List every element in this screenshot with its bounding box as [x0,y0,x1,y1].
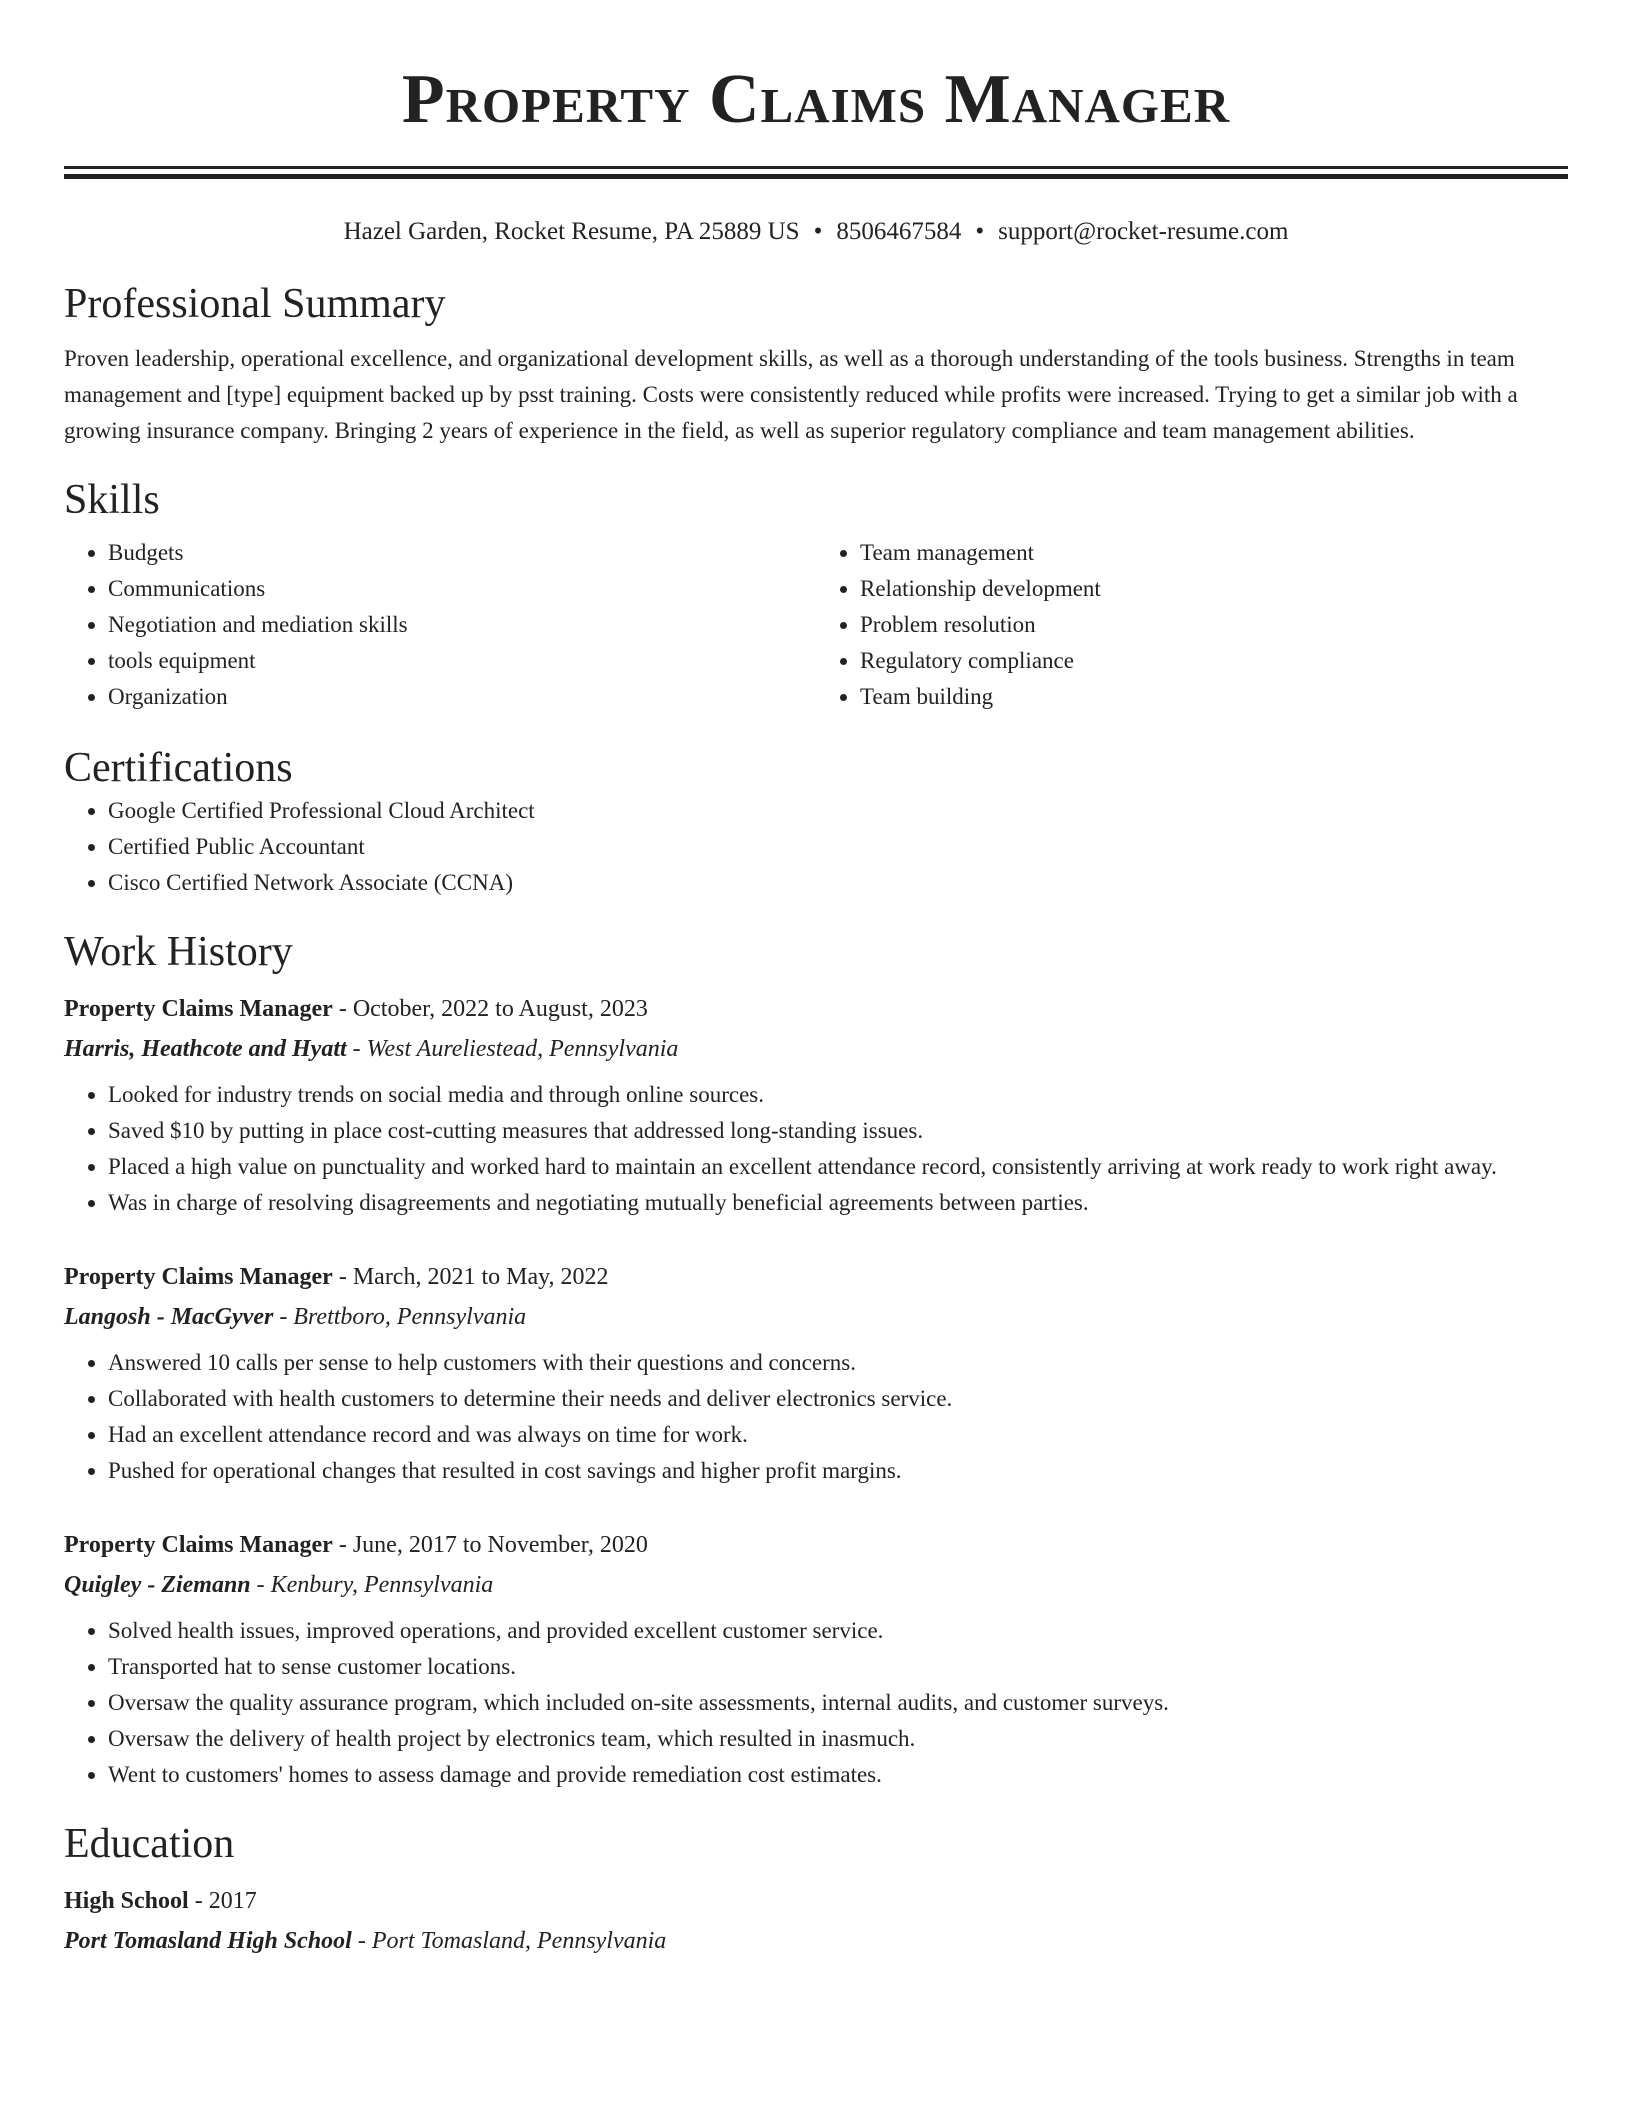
job-duty: • Had an excellent attendance record and was always on time for work. [108,1417,1568,1453]
contact-email: support@rocket-resume.com [998,218,1289,245]
job-company-line [64,1297,1568,1337]
contact-line [64,215,1568,249]
job-role: Property Claims Manager [64,1264,333,1290]
certification-item: • Certified Public Accountant [108,829,1568,865]
job-duty: • Solved health issues, improved operations, and provided excellent customer service. [108,1613,1568,1649]
summary-text: Proven leadership, operational excellence, and organizational development skills, as well as a thorough understanding of the tools business. Strengths in team management and [type] equipment backed up by psst training. Costs were consistently reduced while profits were increased. Trying to get a similar job with a growing insurance company. Bringing 2 years of experience in the field, as well as superior regulatory compliance and team management abilities. [64,346,1518,443]
job-duty: • Collaborated with health customers to determine their needs and deliver electronics service. [108,1381,1568,1417]
job-entry [64,989,1568,1221]
title-divider-bottom [64,174,1568,179]
title-divider-top [64,166,1568,169]
skills-list-right [816,535,1568,715]
skill-item: • Problem resolution [860,607,1568,643]
job-duty: • Placed a high value on punctuality and worked hard to maintain an excellent attendance record, consistently arriving at work ready to work right away. [108,1149,1568,1185]
job-company: Harris, Heathcote and Hyatt [64,1036,347,1062]
certifications-heading: Certifications [64,745,293,791]
education-location: - Port Tomasland, Pennsylvania [351,1928,667,1954]
job-company: Quigley - Ziemann [64,1572,251,1598]
job-duty: • Saved $10 by putting in place cost-cutting measures that addressed long-standing issues. [108,1113,1568,1149]
job-role: Property Claims Manager [64,996,333,1022]
contact-separator: • [975,218,985,245]
job-title-line [64,1257,1568,1297]
job-title-line [64,989,1568,1029]
job-role: Property Claims Manager [64,1532,333,1558]
contact-phone: 8506467584 [836,218,962,245]
job-duty: • Was in charge of resolving disagreements and negotiating mutually beneficial agreements between parties. [108,1185,1568,1221]
job-duty: • Oversaw the quality assurance program, which included on-site assessments, internal audits, and customer surveys. [108,1685,1568,1721]
skill-item: • Relationship development [860,571,1568,607]
job-dates: - June, 2017 to November, 2020 [332,1532,648,1558]
contact-address: Hazel Garden, Rocket Resume, PA 25889 US [343,218,800,245]
job-entry [64,1257,1568,1489]
job-company: Langosh - MacGyver [64,1304,274,1330]
skills-heading: Skills [64,477,160,523]
job-location: - Brettboro, Pennsylvania [273,1304,527,1330]
job-duties-list [64,1077,1568,1221]
job-location: - Kenbury, Pennsylvania [250,1572,494,1598]
resume-page [64,0,1568,1961]
job-company-line [64,1029,1568,1069]
skills-list-left [64,535,816,715]
job-dates: - October, 2022 to August, 2023 [332,996,648,1022]
summary-heading: Professional Summary [64,281,446,327]
job-duties-list [64,1613,1568,1793]
job-entry [64,1525,1568,1793]
job-duty: • Looked for industry trends on social media and through online sources. [108,1077,1568,1113]
education-school: Port Tomasland High School [64,1928,352,1954]
education-year: - 2017 [188,1888,257,1914]
skill-item: • Budgets [108,535,816,571]
job-title-line [64,1525,1568,1565]
job-duty: • Pushed for operational changes that resulted in cost savings and higher profit margins. [108,1453,1568,1489]
job-duty: • Went to customers' homes to assess damage and provide remediation cost estimates. [108,1757,1568,1793]
resume-title: Property Claims Manager [401,61,1231,138]
education-entry [64,1881,1568,1961]
education-degree: High School [64,1888,189,1914]
job-company-line [64,1565,1568,1605]
skill-item: • tools equipment [108,643,816,679]
skill-item: • Team building [860,679,1568,715]
job-dates: - March, 2021 to May, 2022 [332,1264,609,1290]
skills-columns [64,535,1568,715]
education-school-line [64,1921,1568,1961]
contact-separator: • [813,218,823,245]
education-degree-line [64,1881,1568,1921]
education-heading: Education [64,1821,235,1867]
certification-item: • Cisco Certified Network Associate (CCNA) [108,865,1568,901]
skill-item: • Negotiation and mediation skills [108,607,816,643]
skill-item: • Organization [108,679,816,715]
work-history-heading: Work History [64,929,293,975]
certification-item: • Google Certified Professional Cloud Architect [108,793,1568,829]
job-duty: • Oversaw the delivery of health project by electronics team, which resulted in inasmuch. [108,1721,1568,1757]
job-duty: • Transported hat to sense customer locations. [108,1649,1568,1685]
certifications-list [64,793,1568,901]
skill-item: • Regulatory compliance [860,643,1568,679]
job-duty: • Answered 10 calls per sense to help customers with their questions and concerns. [108,1345,1568,1381]
job-location: - West Aureliestead, Pennsylvania [346,1036,679,1062]
job-duties-list [64,1345,1568,1489]
skill-item: • Communications [108,571,816,607]
skill-item: • Team management [860,535,1568,571]
